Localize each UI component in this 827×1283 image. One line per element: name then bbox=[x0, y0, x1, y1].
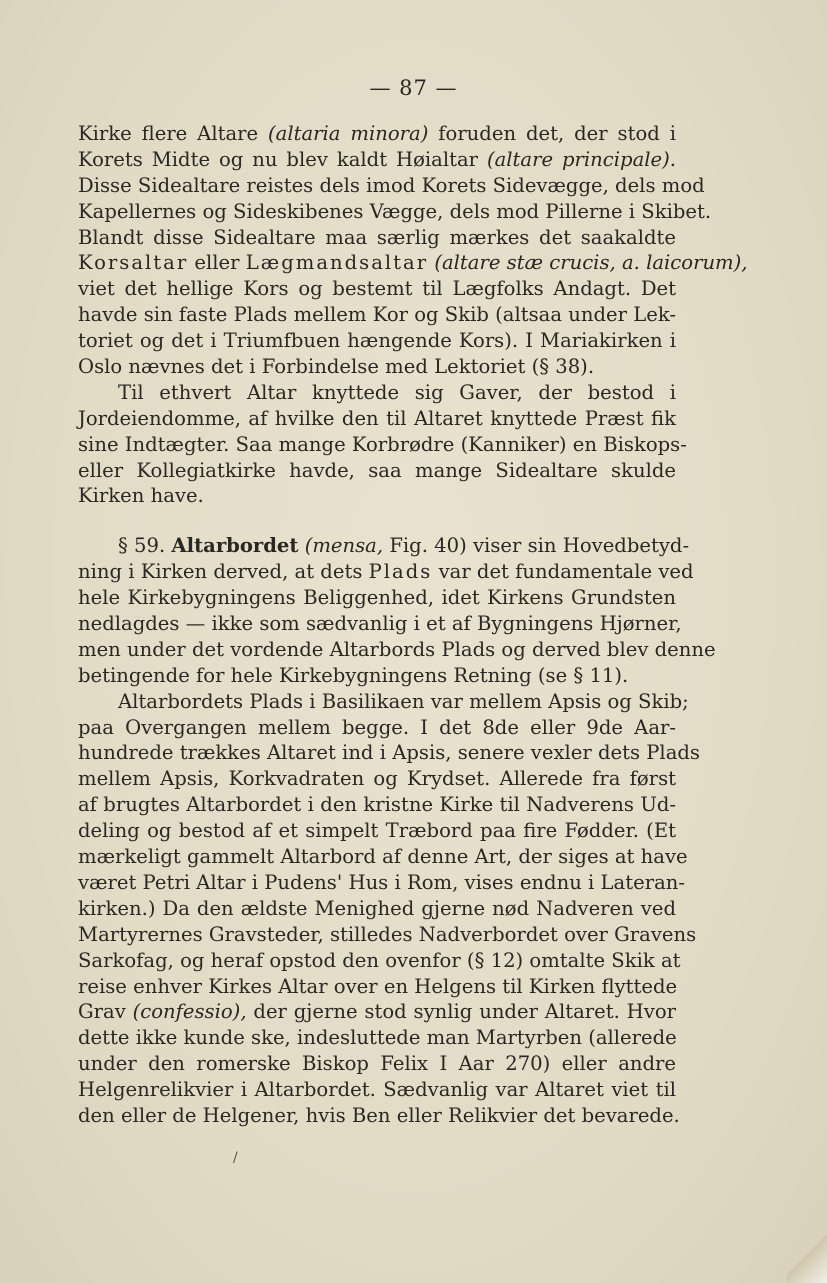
ink-speck: / bbox=[233, 1150, 238, 1166]
text-line bbox=[78, 818, 676, 844]
text-segment: eller Kollegiatkirke havde, saa mange Sidealtare skulde bbox=[78, 458, 676, 482]
text-line bbox=[78, 250, 748, 276]
text-segment: betingende for hele Kirkebygningens Retning (se § 11). bbox=[78, 663, 629, 687]
text-line bbox=[78, 1025, 676, 1051]
text-segment: Blandt disse Sidealtare maa særlig mærkes det saakaldte bbox=[78, 225, 676, 249]
text-line bbox=[78, 740, 700, 766]
text-line bbox=[78, 689, 689, 715]
text-segment: under den romerske Biskop Felix I Aar 270) eller andre bbox=[78, 1052, 676, 1076]
text-segment: viet det hellige Kors og bestemt til Lægfolks Andagt. Det bbox=[78, 277, 676, 301]
paragraph-gap bbox=[78, 509, 676, 533]
text-segment: Kirke flere Altare bbox=[78, 122, 269, 145]
text-segment: foruden det, der stod i bbox=[428, 122, 676, 145]
text-segment: eller bbox=[188, 251, 246, 275]
text-line bbox=[78, 663, 676, 689]
text-line bbox=[78, 328, 676, 354]
text-line bbox=[78, 715, 676, 741]
text-segment: Sarkofag, og heraf opstod den ovenfor (§ 12) omtalte Skik at bbox=[78, 948, 681, 972]
text-segment: den eller de Helgener, hvis Ben eller Relikvier det bevarede. bbox=[78, 1103, 680, 1127]
text-line bbox=[78, 585, 676, 611]
text-segment: paa Overgangen mellem begge. I det 8de eller 9de Aar- bbox=[78, 715, 676, 739]
text-line bbox=[78, 483, 676, 509]
text-segment: nedlagdes — ikke som sædvanlig i et af Bygningens Hjørner, bbox=[78, 612, 682, 636]
spaced-text: Plads bbox=[368, 560, 433, 584]
text-segment: Korets Midte og nu blev kaldt Høialtar bbox=[78, 147, 487, 171]
bold-heading-text: Altarbordet bbox=[171, 534, 299, 558]
text-line bbox=[78, 276, 676, 302]
text-line bbox=[78, 147, 676, 173]
text-line bbox=[78, 896, 676, 922]
text-segment: Fig. 40) viser sin Hovedbetyd- bbox=[383, 534, 690, 558]
text-line bbox=[78, 432, 687, 458]
text-line bbox=[78, 380, 676, 406]
page-text-block bbox=[78, 121, 748, 1129]
spaced-text: Korsaltar bbox=[78, 251, 189, 275]
text-line bbox=[78, 533, 690, 559]
text-segment: Martyrernes Gravsteder, stilledes Nadverbordet over Gravens bbox=[78, 922, 697, 946]
text-line bbox=[78, 974, 676, 1000]
text-segment: mellem Apsis, Korkvadraten og Krydset. Allerede fra først bbox=[78, 767, 676, 791]
text-line bbox=[78, 766, 676, 792]
text-line bbox=[78, 199, 712, 225]
text-segment: men under det vordende Altarbords Plads og derved blev denne bbox=[78, 637, 716, 661]
text-segment: Altarbordets Plads i Basilikaen var mellem Apsis og Skib; bbox=[118, 689, 689, 713]
text-segment: havde sin faste Plads mellem Kor og Skib (altsaa under Lek- bbox=[78, 303, 676, 327]
text-segment: Kapellernes og Sideskibenes Vægge, dels mod Pillerne i Skibet. bbox=[78, 199, 712, 223]
text-line bbox=[78, 792, 676, 818]
text-segment: reise enhver Kirkes Altar over en Helgens til Kirken flyttede bbox=[78, 974, 678, 998]
text-segment: var det fundamentale ved bbox=[432, 560, 694, 584]
text-line bbox=[78, 354, 676, 380]
text-segment: toriet og det i Triumfbuen hængende Kors). I Mariakirken i bbox=[78, 329, 676, 353]
text-segment: hele Kirkebygningens Beliggenhed, idet Kirkens Grundsten bbox=[78, 586, 676, 610]
text-segment: der gjerne stod synlig under Altaret. Hvor bbox=[246, 1000, 676, 1024]
text-segment: Oslo nævnes det i Forbindelse med Lektoriet (§ 38). bbox=[78, 355, 595, 379]
text-line bbox=[78, 1077, 676, 1103]
spaced-text: Lægmandsaltar bbox=[245, 251, 429, 275]
text-line bbox=[78, 922, 697, 948]
text-segment: Helgenrelikvier i Altarbordet. Sædvanlig var Altaret viet til bbox=[78, 1078, 676, 1102]
italic-text: (altaria minora) bbox=[268, 122, 429, 145]
text-segment: Grav bbox=[78, 1000, 133, 1024]
text-segment: sine Indtægter. Saa mange Korbrødre (Kanniker) en Biskops- bbox=[78, 432, 687, 456]
text-segment: hundrede trækkes Altaret ind i Apsis, senere vexler dets Plads bbox=[78, 741, 700, 765]
text-line bbox=[78, 173, 705, 199]
italic-text: (confessio), bbox=[132, 1000, 247, 1024]
text-line bbox=[78, 1051, 676, 1077]
text-line bbox=[78, 611, 682, 637]
text-segment: kirken.) Da den ældste Menighed gjerne nød Nadveren ved bbox=[78, 896, 676, 920]
text-segment: mærkeligt gammelt Altarbord af denne Art, der siges at have bbox=[78, 845, 688, 869]
text-line bbox=[78, 948, 681, 974]
text-segment: Kirken have. bbox=[78, 484, 204, 508]
text-segment: af brugtes Altarbordet i den kristne Kirke til Nadverens Ud- bbox=[78, 793, 676, 817]
text-segment: været Petri Altar i Pudens' Hus i Rom, vises endnu i Lateran- bbox=[78, 870, 685, 894]
italic-text: (mensa, bbox=[304, 534, 384, 558]
text-line bbox=[78, 458, 676, 484]
text-segment: Til ethvert Altar knyttede sig Gaver, der bestod i bbox=[118, 380, 676, 404]
text-segment: deling og bestod af et simpelt Træbord paa fire Fødder. (Et bbox=[78, 819, 676, 843]
italic-text: (altare stæ crucis, a. laicorum), bbox=[434, 251, 748, 275]
text-line bbox=[78, 121, 676, 147]
text-segment: ning i Kirken derved, at dets bbox=[78, 560, 369, 584]
text-line bbox=[78, 225, 676, 251]
text-line bbox=[78, 999, 676, 1025]
text-line bbox=[78, 844, 688, 870]
text-line bbox=[78, 1103, 680, 1129]
text-line bbox=[78, 870, 685, 896]
text-line bbox=[78, 302, 676, 328]
page-number: — 87 — bbox=[369, 76, 458, 100]
italic-text: (altare principale). bbox=[486, 147, 676, 171]
text-segment: dette ikke kunde ske, indesluttede man Martyrben (allerede bbox=[78, 1026, 677, 1050]
text-line bbox=[78, 637, 716, 663]
text-segment: Disse Sidealtare reistes dels imod Korets Sidevægge, dels mod bbox=[78, 173, 705, 197]
text-line bbox=[78, 406, 676, 432]
page-fold-corner bbox=[787, 1213, 827, 1283]
text-segment: Jordeiendomme, af hvilke den til Altaret knyttede Præst fik bbox=[78, 406, 676, 430]
text-segment: § 59. bbox=[118, 534, 172, 558]
text-line bbox=[78, 559, 694, 585]
